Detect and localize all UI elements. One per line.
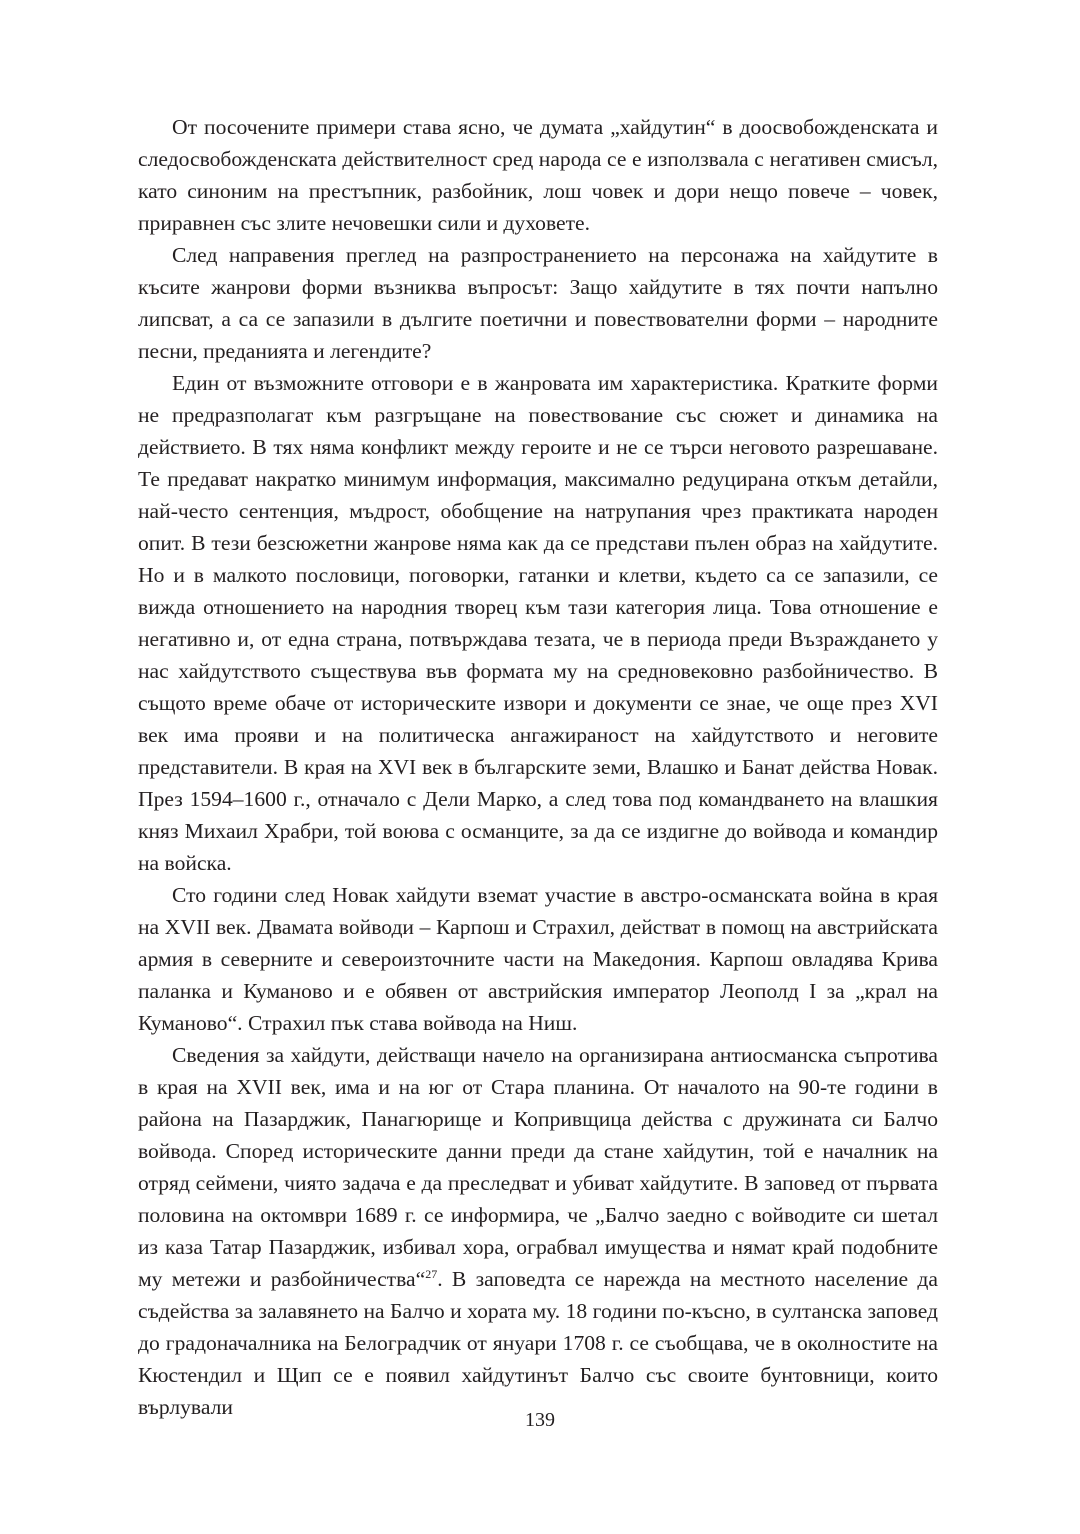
paragraph-3: Един от възможните отговори е в жанровата им характеристика. Кратките форми не предразполагат към разгръщане на повествование със сюжет и динамика на действието. В тях няма конфликт между героите и не се търси неговото разрешаване. Те предават накратко минимум информация, максимално редуцирана откъм детайли, най-често сентенция, мъдрост, обобщение на натрупания чрез практиката народен опит. В тези безсюжетни жанрове няма как да се представи пълен образ на хайдутите. Но и в малкото пословици, поговорки, гатанки и клетви, където са се запазили, се вижда отношението на народния творец към тази категория лица. Това отношение е негативно и, от една страна, потвърждава тезата, че в периода преди Възраждането у нас хайдутството съществува във формата му на средновековно разбойничество. В същото време обаче от историческите извори и документи се знае, че още през XVI век има прояви и на политическа ангажираност на хайдутството и неговите представители. В края на XVI век в българските земи, Влашко и Банат действа Новак. През 1594–1600 г., отначало с Дели Марко, а след това под командването на влашкия княз Михаил Храбри, той воюва с османците, за да се издигне до войвода и командир на войска. [138,371,938,875]
paragraph-5-text-before-footnote: Сведения за хайдути, действащи начело на организирана антиосманска съпротива в края на XVII век, има и на юг от Стара планина. От началото на 90-те години в района на Пазарджик, Панагюрище и Копривщица действа с дружината си Балчо войвода. Според историческите данни преди да стане хайдутин, той е началник на отряд сеймени, чиято задача е да преследват и убиват хайдутите. В заповед от първата половина на октомври 1689 г. се информира, че „Балчо заедно с войводите си шетал из каза Татар Пазарджик, избивал хора, ограбвал имущества и нямат край подобните му метежи и разбойничества“ [138,1043,938,1291]
paragraph-5 [138,1039,938,1423]
page-number: 139 [525,1409,555,1431]
paragraph-4: Сто години след Новак хайдути вземат участие в австро-османската война в края на XVII век. Двамата войводи – Карпош и Страхил, действат в помощ на австрийската армия в северните и североизточните части на Македония. Карпош овладява Крива паланка и Куманово и е обявен от австрийския император Леополд I за „крал на Куманово“. Страхил пък става войвода на Ниш. [138,883,938,1035]
footnote-reference[interactable]: 27 [425,1266,438,1281]
paragraph-2: След направения преглед на разпространението на персонажа на хайдутите в късите жанрови форми възниква въпросът: Защо хайдутите в тях почти напълно липсват, а са се запазили в дългите поетични и повествователни форми – народните песни, преданията и легендите? [138,243,938,363]
paragraph-1: От посочените примери става ясно, че думата „хайдутин“ в доосвобожденската и следосвобожденската действителност сред народа се е използвала с негативен смисъл, като синоним на престъпник, разбойник, лош човек и дори нещо повече – човек, приравнен със злите нечовешки сили и духовете. [138,115,938,235]
paragraph-5-text-after-footnote: . В заповедта се нарежда на местното население да съдейства за залавянето на Балчо и хората му. 18 години по-късно, в султанска заповед до градоначалника на Белоградчик от януари 1708 г. се съобщава, че в околностите на Кюстендил и Щип се е появил хайдутинът Балчо със своите бунтовници, които върлували [138,1267,939,1419]
body-text [138,111,938,1423]
